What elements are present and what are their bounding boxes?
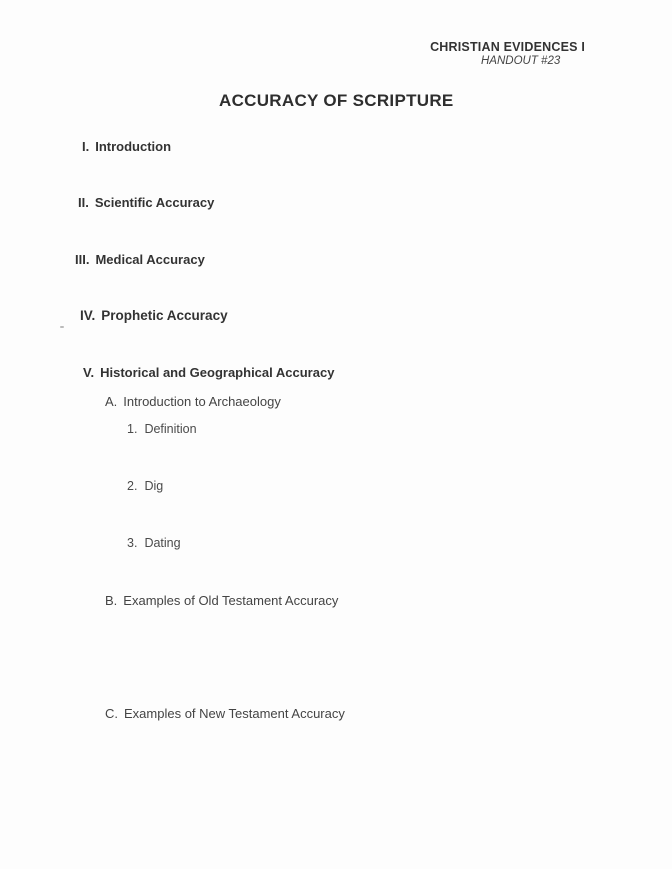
item-label: Definition bbox=[144, 422, 197, 436]
item-dating bbox=[127, 536, 181, 550]
item-number: 3. bbox=[127, 536, 138, 550]
subsection-letter: A. bbox=[105, 394, 118, 409]
subsection-letter: C. bbox=[105, 706, 118, 721]
section-medical-accuracy bbox=[75, 252, 205, 267]
section-label: Medical Accuracy bbox=[95, 252, 205, 267]
section-number: III. bbox=[75, 252, 90, 267]
course-title: CHRISTIAN EVIDENCES I bbox=[430, 40, 585, 54]
item-number: 2. bbox=[127, 479, 138, 493]
subsection-old-testament-accuracy bbox=[105, 593, 338, 608]
document-title: ACCURACY OF SCRIPTURE bbox=[219, 91, 454, 110]
section-scientific-accuracy bbox=[78, 195, 214, 210]
subsection-label: Introduction to Archaeology bbox=[123, 394, 281, 409]
section-number: I. bbox=[82, 139, 90, 154]
section-number: V. bbox=[83, 365, 95, 380]
section-label: Historical and Geographical Accuracy bbox=[100, 365, 335, 380]
handout-number: HANDOUT #23 bbox=[481, 55, 561, 67]
section-label: Introduction bbox=[95, 139, 172, 154]
section-number: IV. bbox=[80, 308, 96, 323]
subsection-letter: B. bbox=[105, 593, 118, 608]
section-label: Scientific Accuracy bbox=[94, 195, 215, 210]
scan-speck bbox=[60, 326, 64, 328]
section-introduction bbox=[82, 139, 171, 154]
item-definition bbox=[127, 422, 197, 436]
section-historical-geographical-accuracy bbox=[83, 365, 334, 380]
subsection-label: Examples of New Testament Accuracy bbox=[124, 706, 345, 721]
item-label: Dig bbox=[144, 479, 164, 493]
item-number: 1. bbox=[127, 422, 138, 436]
subsection-introduction-to-archaeology bbox=[105, 394, 281, 409]
section-prophetic-accuracy bbox=[80, 308, 228, 323]
section-number: II. bbox=[78, 195, 89, 210]
subsection-new-testament-accuracy bbox=[105, 706, 345, 721]
item-label: Dating bbox=[144, 536, 181, 550]
item-dig bbox=[127, 479, 163, 493]
section-label: Prophetic Accuracy bbox=[101, 308, 228, 323]
subsection-label: Examples of Old Testament Accuracy bbox=[123, 593, 339, 608]
